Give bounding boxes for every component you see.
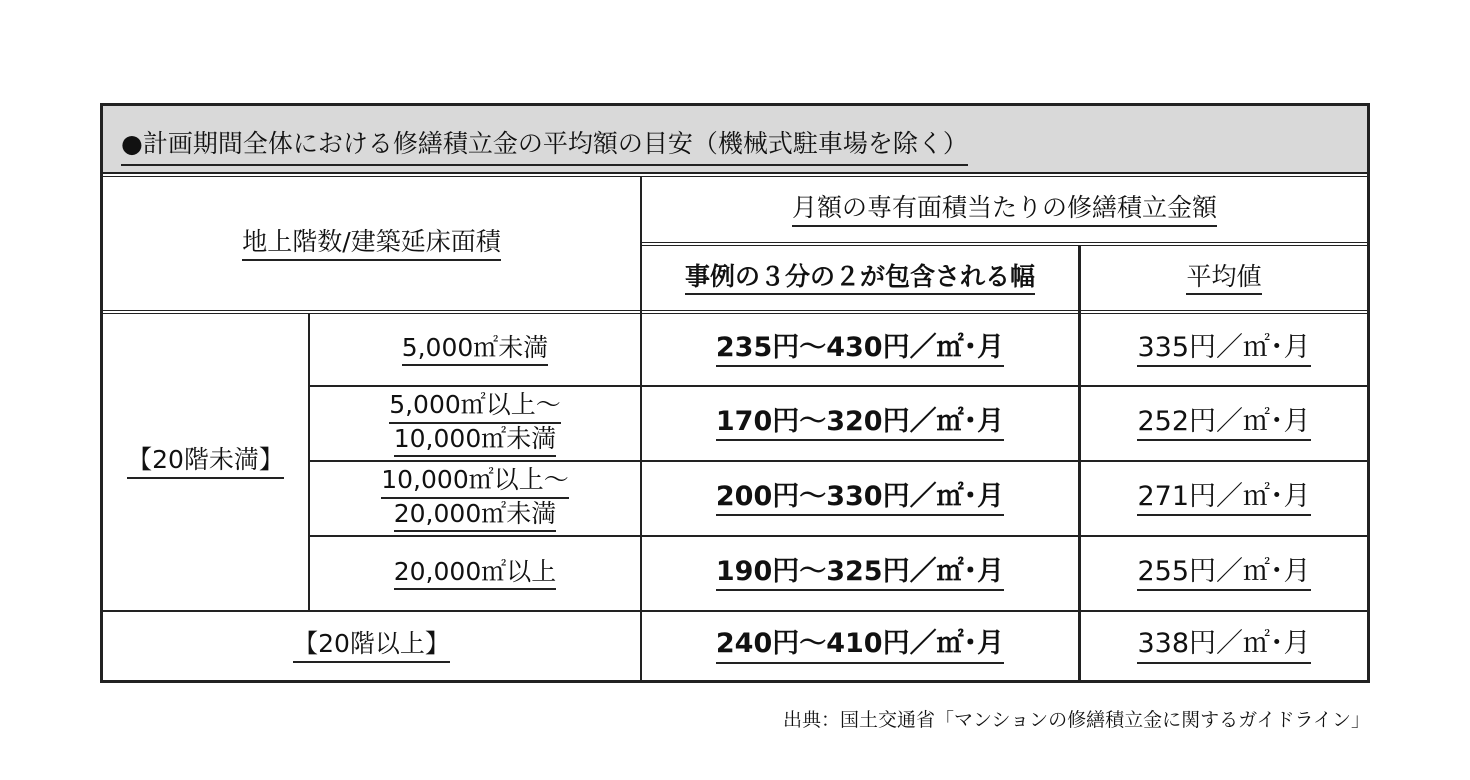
average-header-label: 平均値 [1186,262,1261,296]
table-row-range [642,314,1078,385]
table-title-bar [103,106,1367,174]
range-value: 200円～330円／㎡･月 [716,481,1004,517]
average-value: 335円／㎡･月 [1137,332,1310,368]
area-label-line2: 20,000㎡未満 [394,499,556,533]
over20-average [1081,612,1367,680]
area-label-stack [381,465,568,532]
table-row-range [642,462,1078,535]
over20-group-label: 【20階以上】 [293,629,450,663]
range-value: 170円～320円／㎡･月 [716,406,1004,442]
under20-group-cell [103,314,308,610]
table-row-range [642,387,1078,460]
average-header [1081,246,1367,311]
range-value: 235円～430円／㎡･月 [716,332,1004,368]
table-row-average [1081,462,1367,535]
divider [310,535,1367,537]
average-value: 338円／㎡･月 [1137,628,1310,664]
divider [103,610,1367,612]
divider [103,176,1367,177]
range-header-label: 事例の３分の２が包含される幅 [685,262,1035,296]
table-row-average [1081,314,1367,385]
range-value: 190円～325円／㎡･月 [716,556,1004,592]
monthly-amount-label: 月額の専有面積当たりの修繕積立金額 [792,193,1217,227]
table-row-average [1081,537,1367,610]
divider [640,176,642,680]
divider [310,385,1367,387]
area-label-stack [389,390,561,457]
table-title: ●計画期間全体における修繕積立金の平均額の目安（機械式駐車場を除く） [121,124,968,166]
table-row-area [310,314,640,385]
monthly-amount-header [642,177,1367,243]
range-header [642,246,1078,311]
over20-group-cell [103,612,640,680]
area-label: 5,000㎡未満 [402,333,549,367]
area-label-line1: 10,000㎡以上～ [381,465,568,499]
over20-range [642,612,1078,680]
divider [1078,246,1081,680]
area-label: 20,000㎡以上 [394,557,556,591]
table-row-area [310,387,640,460]
average-value: 255円／㎡･月 [1137,556,1310,592]
range-value: 240円～410円／㎡･月 [716,628,1004,664]
table-row-average [1081,387,1367,460]
divider [103,310,1367,311]
average-value: 271円／㎡･月 [1137,481,1310,517]
table-row-range [642,537,1078,610]
area-label-line2: 10,000㎡未満 [394,424,556,458]
under20-group-label: 【20階未満】 [127,445,284,479]
table-row-area [310,462,640,535]
table-row-area [310,537,640,610]
row-header-cell [103,177,640,311]
divider [642,242,1367,243]
divider [103,313,1367,314]
average-value: 252円／㎡･月 [1137,406,1310,442]
guideline-table [100,103,1370,683]
source-note: 出典：国土交通省「マンションの修繕積立金に関するガイドライン」 [782,709,1370,731]
divider [308,314,310,610]
divider [310,460,1367,462]
divider [642,245,1367,246]
row-header-label: 地上階数/建築延床面積 [242,227,500,261]
area-label-line1: 5,000㎡以上～ [389,390,561,424]
